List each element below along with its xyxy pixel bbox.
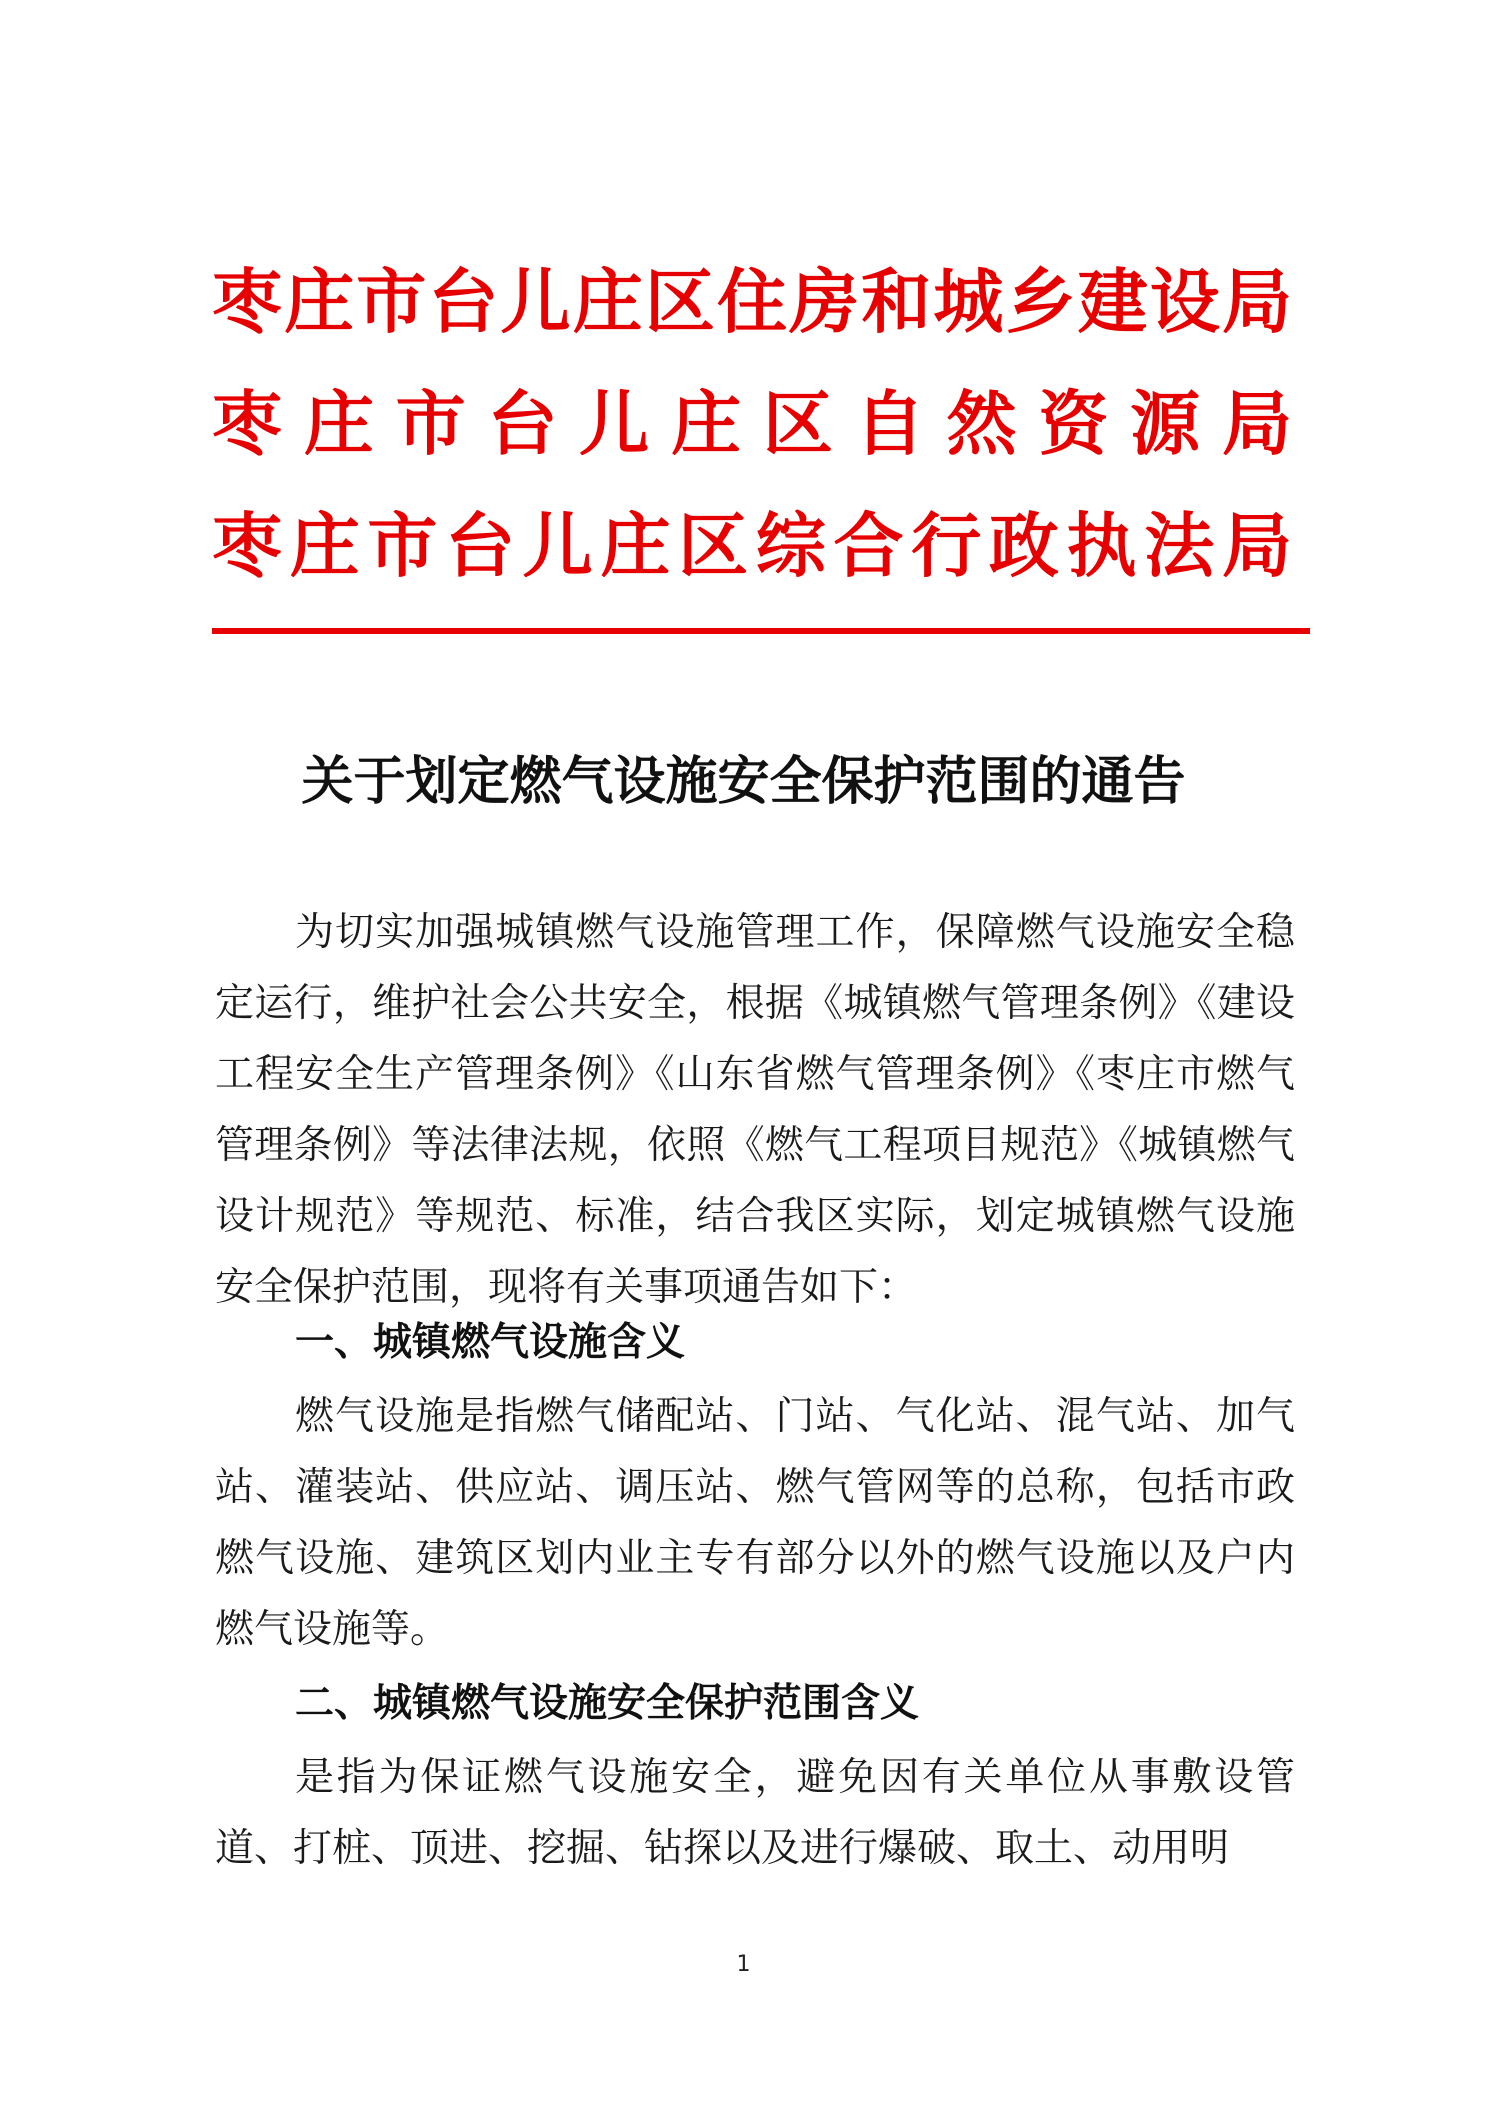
section-heading-1: 一、城镇燃气设施含义 xyxy=(295,1320,686,1365)
section-2-paragraph: 是指为保证燃气设施安全，避免因有关单位从事敷设管道、打桩、顶进、挖掘、钻探以及进行爆破、取土、动用明 xyxy=(215,1755,1295,1871)
red-header-rule xyxy=(212,628,1310,634)
intro-paragraph: 为切实加强城镇燃气设施管理工作，保障燃气设施安全稳定运行，维护社会公共安全，根据《城镇燃气管理条例》《建设工程安全生产管理条例》《山东省燃气管理条例》《枣庄市燃气管理条例》等法律法规，依照《燃气工程项目规范》《城镇燃气设计规范》等规范、标准，结合我区实际，划定城镇燃气设施安全保护范围，现将有关事项通告如下： xyxy=(215,910,1295,1310)
issuer-natural-resources-bureau: 枣庄市台儿庄区自然资源局 xyxy=(212,383,1292,465)
page-number: 1 xyxy=(736,1952,751,1977)
section-1-paragraph: 燃气设施是指燃气储配站、门站、气化站、混气站、加气站、灌装站、供应站、调压站、燃气管网等的总称，包括市政燃气设施、建筑区划内业主专有部分以外的燃气设施以及户内燃气设施等。 xyxy=(215,1394,1295,1652)
issuer-law-enforcement-bureau: 枣庄市台儿庄区综合行政执法局 xyxy=(212,505,1292,587)
issuer-housing-bureau: 枣庄市台儿庄区住房和城乡建设局 xyxy=(212,261,1292,343)
document-title: 关于划定燃气设施安全保护范围的通告 xyxy=(301,751,1186,812)
section-heading-2: 二、城镇燃气设施安全保护范围含义 xyxy=(295,1681,920,1726)
